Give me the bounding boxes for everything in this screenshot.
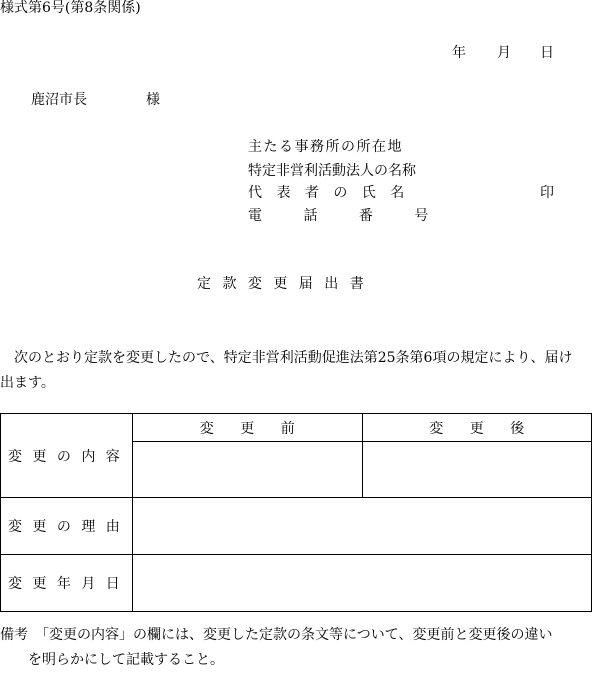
form-number: 様式第6号(第8条関係) — [0, 0, 141, 16]
reason-label: 変 更 の 理 由 — [8, 519, 120, 535]
remarks-note — [0, 623, 592, 673]
corporation-name-label-text: 特定非営利活動法人の名称 — [248, 163, 416, 179]
phone-label-text: 電 話 番 号 — [248, 208, 429, 224]
office-address-label-text: 主たる事務所の所在地 — [248, 139, 403, 155]
content-after-cell[interactable] — [362, 442, 592, 498]
content-label-cell — [1, 414, 133, 498]
seal-mark: 印 — [540, 185, 554, 201]
content-label: 変 更 の 内 容 — [8, 448, 120, 465]
before-header-cell — [133, 414, 363, 442]
after-header-cell — [362, 414, 592, 442]
document-title: 定 款 変 更 届 出 書 — [197, 276, 364, 292]
content-before-cell[interactable] — [133, 442, 363, 498]
date-value-cell[interactable] — [133, 555, 592, 612]
body-paragraph — [0, 346, 592, 396]
addressee-honorific: 様 — [146, 92, 160, 108]
reason-label-cell — [1, 498, 133, 555]
representative-label-text: 代 表 者 の 氏 名 — [248, 185, 405, 201]
change-table — [0, 413, 592, 612]
body-line-2: 出ます。 — [0, 375, 55, 391]
after-header: 変 更 後 — [429, 420, 525, 437]
reason-value-cell[interactable] — [133, 498, 592, 555]
date-label: 変 更 年 月 日 — [8, 576, 120, 592]
before-header: 変 更 前 — [199, 420, 295, 437]
body-line-1: 次のとおり定款を変更したので、特定非営利活動促進法第25条第6項の規定により、届け — [0, 350, 573, 366]
note-line-1: 備考 「変更の内容」の欄には、変更した定款の条文等について、変更前と変更後の違い — [0, 627, 553, 643]
date-year-label: 年 — [452, 45, 466, 61]
addressee-name: 鹿沼市長 — [31, 92, 87, 108]
date-month-label: 月 — [497, 45, 511, 61]
date-label-cell — [1, 555, 133, 612]
note-line-2: を明らかにして記載すること。 — [0, 652, 224, 668]
date-day-label: 日 — [540, 45, 554, 61]
